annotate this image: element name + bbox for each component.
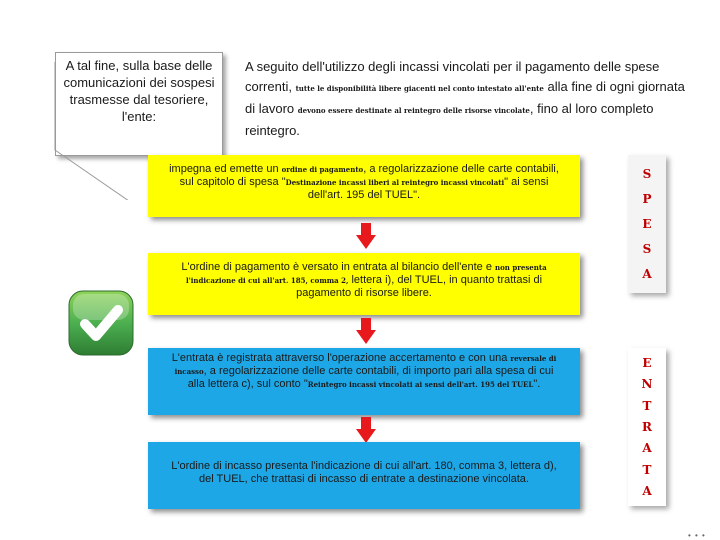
intro-text-1: A seguito dell'utilizzo degli incassi vincolati per il pagamento delle spese correnti, <box>245 59 660 94</box>
down-arrow-icon <box>356 223 376 249</box>
intro-text-2: alla fine di ogni giornata di lavoro <box>245 79 685 116</box>
step-3-bold-2: Reintegro incassi vincolati ai sensi dell'art. 195 del TUEL <box>307 380 534 389</box>
down-arrow-icon <box>356 417 376 443</box>
step-3-text-1: L'entrata è registrata attraverso l'operazione accertamento e con una <box>171 352 511 364</box>
step-4-text-1: L'ordine di incasso presenta l'indicazione di cui all'art. 180, comma 3, lettera d), del TUEL, che trattasi di incasso di entrate a destinazione vincolata. <box>171 460 557 485</box>
entrata-letter: E <box>642 355 652 370</box>
step-4-box <box>148 442 580 509</box>
callout-text: A tal fine, sulla base delle comunicazioni dei sospesi trasmesse dal tesoriere, l'ente: <box>63 58 215 124</box>
entrata-letter: T <box>642 398 652 413</box>
intro-paragraph <box>245 57 690 141</box>
entrata-column <box>628 348 666 506</box>
checkmark-icon <box>66 288 136 358</box>
step-2-text-2: lettera i), del TUEL, in quanto trattasi di pagamento di risorse libere. <box>296 274 543 299</box>
step-2-bold-1: non presenta l'indicazione di cui all'art. 185, comma 2, <box>185 263 547 285</box>
step-1-text-1: impegna ed emette un <box>169 163 282 175</box>
spesa-letter: P <box>642 191 652 206</box>
spesa-letter: E <box>642 216 652 231</box>
step-1-text-3: " ai sensi dell'art. 195 del TUEL". <box>307 176 549 201</box>
intro-text-3: , fino al loro completo reintegro. <box>245 101 654 138</box>
spesa-letter: S <box>642 242 652 257</box>
entrata-letter: A <box>642 484 652 499</box>
intro-bold-2: devono essere destinate al reintegro delle risorse vincolate <box>297 106 530 115</box>
step-1-text-2: , a regolarizzazione delle carte contabili, sul capitolo di spesa " <box>179 163 559 188</box>
step-3-text-3: ". <box>533 378 541 390</box>
spesa-letter: S <box>642 166 652 181</box>
entrata-letter: N <box>641 377 653 392</box>
step-3-text-2: , a regolarizzazione delle carte contabili, di importo pari alla spesa di cui alla lettera c), sul conto " <box>187 365 554 390</box>
step-1-bold-2: Destinazione incassi liberi al reintegro incassi vincolati <box>285 178 505 187</box>
entrata-letter: A <box>642 441 652 456</box>
spesa-column <box>628 155 666 293</box>
step-3-box <box>148 348 580 415</box>
spesa-letter: A <box>642 267 652 282</box>
entrata-letter: T <box>642 462 652 477</box>
step-2-box <box>148 253 580 315</box>
step-1-box <box>148 155 580 217</box>
step-2-text-1: L'ordine di pagamento è versato in entrata al bilancio dell'ente e <box>181 261 496 273</box>
down-arrow-icon <box>356 318 376 344</box>
step-1-bold-1: ordine di pagamento <box>281 165 364 174</box>
step-3-bold-1: reversale di incasso <box>174 354 557 376</box>
entrata-letter: R <box>642 419 652 434</box>
intro-bold-1: tutte le disponibilità libere giacenti nel conto intestato all'ente <box>295 84 544 93</box>
page-dots: • • • <box>688 531 706 540</box>
